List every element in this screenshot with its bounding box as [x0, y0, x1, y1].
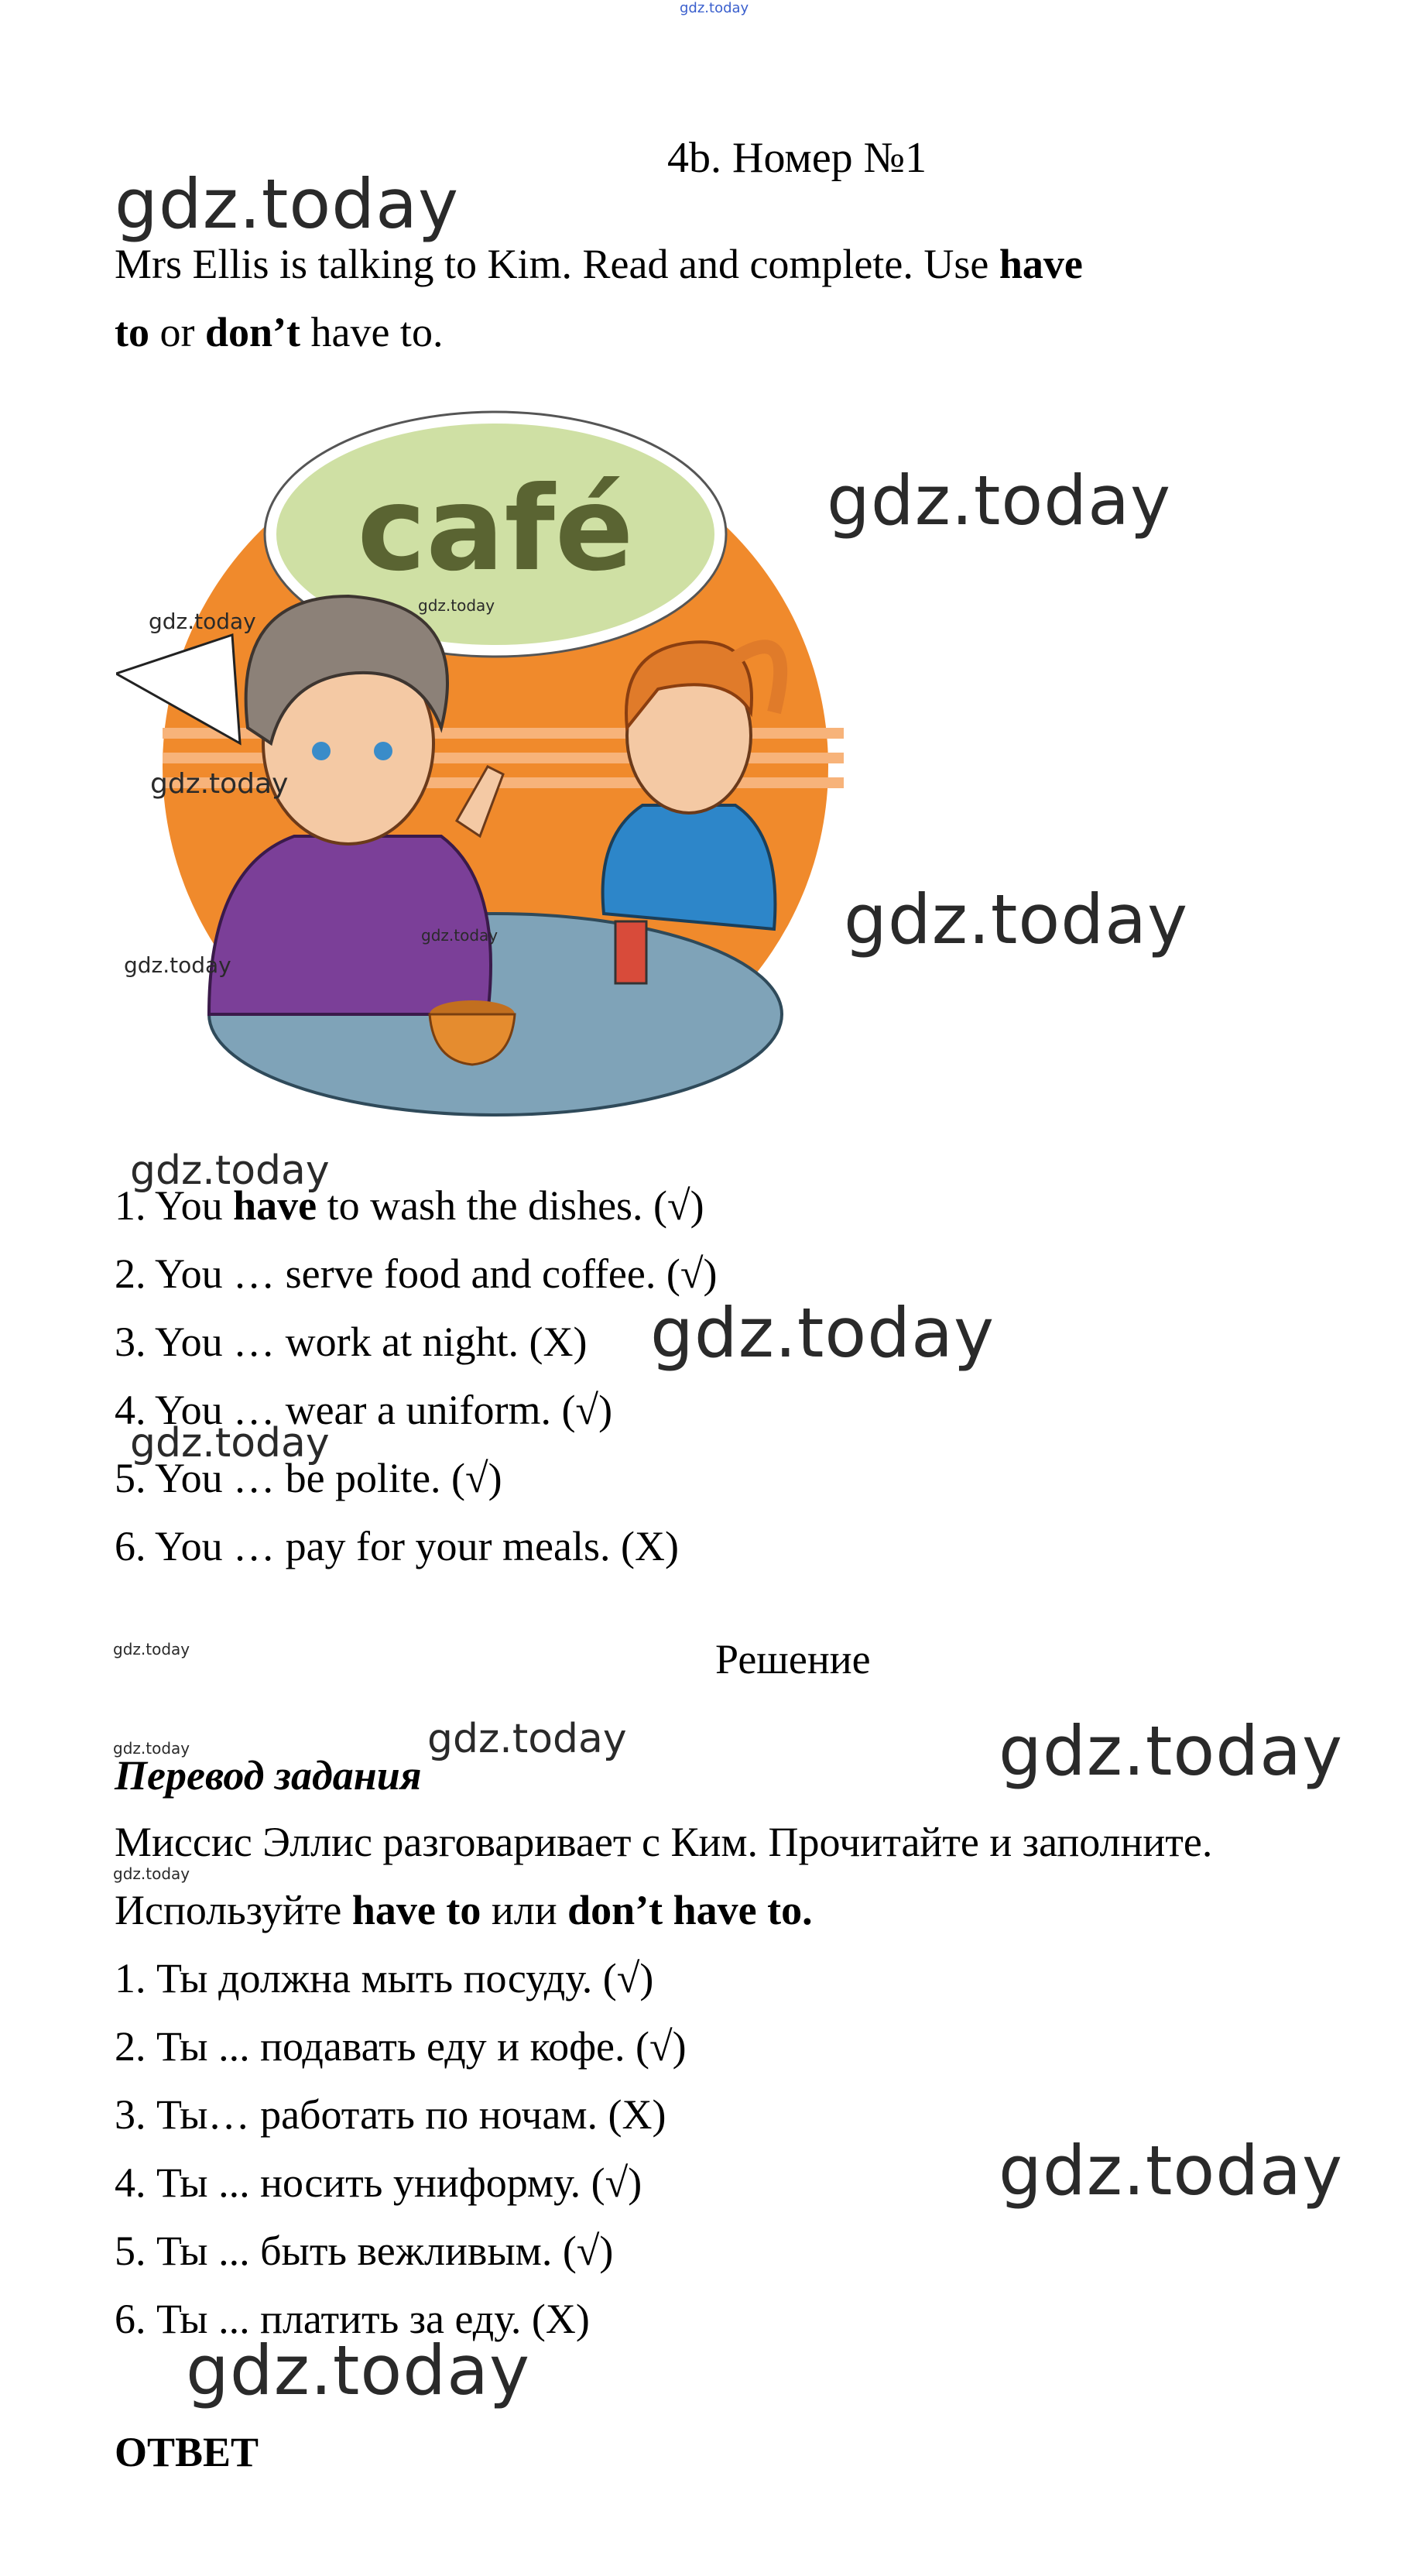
- exercise-item: 6. You … pay for your meals. (X): [115, 1523, 679, 1569]
- translation-line-2: Используйте have to или don’t have to.: [115, 1887, 813, 1933]
- instruction-line-2: to or don’t have to.: [115, 309, 444, 355]
- exercise-item: 1. You have to wash the dishes. (√): [115, 1182, 704, 1229]
- watermark: gdz.today: [427, 1716, 627, 1762]
- watermark: gdz.today: [113, 1739, 190, 1758]
- solution-label: Решение: [715, 1636, 871, 1682]
- watermark: gdz.today: [130, 1147, 330, 1194]
- watermark: gdz.today: [124, 952, 231, 978]
- watermark: gdz.today: [150, 768, 289, 800]
- translation-item: 5. Ты ... быть вежливым. (√): [115, 2228, 614, 2274]
- cafe-sign-text: café: [357, 462, 634, 597]
- watermark: gdz.today: [827, 461, 1172, 540]
- drink-cup: [615, 921, 646, 983]
- watermark: gdz.today: [844, 880, 1189, 959]
- translation-line-1: Миссис Эллис разговаривает с Ким. Прочитайте и заполните.: [115, 1819, 1213, 1865]
- watermark: gdz.today: [130, 1420, 330, 1466]
- translation-item: 4. Ты ... носить униформу. (√): [115, 2159, 642, 2206]
- translation-item: 1. Ты должна мыть посуду. (√): [115, 1955, 654, 2001]
- top-watermark: gdz.today: [680, 0, 749, 16]
- translation-heading: Перевод задания: [115, 1752, 422, 1799]
- cafe-illustration: [116, 403, 890, 1130]
- task-header: 4b. Номер №1: [667, 134, 927, 182]
- watermark: gdz.today: [113, 1640, 190, 1658]
- exercise-item: 4. You … wear a uniform. (√): [115, 1387, 613, 1433]
- exercise-item: 5. You … be polite. (√): [115, 1455, 502, 1501]
- translation-item: 2. Ты ... подавать еду и кофе. (√): [115, 2023, 687, 2070]
- watermark: gdz.today: [999, 1711, 1344, 1791]
- watermark: gdz.today: [418, 596, 495, 615]
- watermark: gdz.today: [115, 164, 460, 244]
- exercise-item: 3. You … work at night. (X): [115, 1319, 588, 1365]
- watermark: gdz.today: [421, 926, 499, 945]
- watermark: gdz.today: [999, 2131, 1344, 2211]
- translation-item: 3. Ты… работать по ночам. (X): [115, 2091, 666, 2138]
- watermark: gdz.today: [650, 1293, 995, 1373]
- exercise-item: 2. You … serve food and coffee. (√): [115, 1250, 718, 1297]
- watermark: gdz.today: [113, 1864, 190, 1883]
- instruction-line-1: Mrs Ellis is talking to Kim. Read and complete. Use have: [115, 241, 1083, 287]
- answer-label: ОТВЕТ: [115, 2429, 259, 2475]
- translation-item: 6. Ты ... платить за еду. (X): [115, 2296, 590, 2342]
- watermark: gdz.today: [149, 609, 256, 634]
- watermark: gdz.today: [186, 2331, 531, 2410]
